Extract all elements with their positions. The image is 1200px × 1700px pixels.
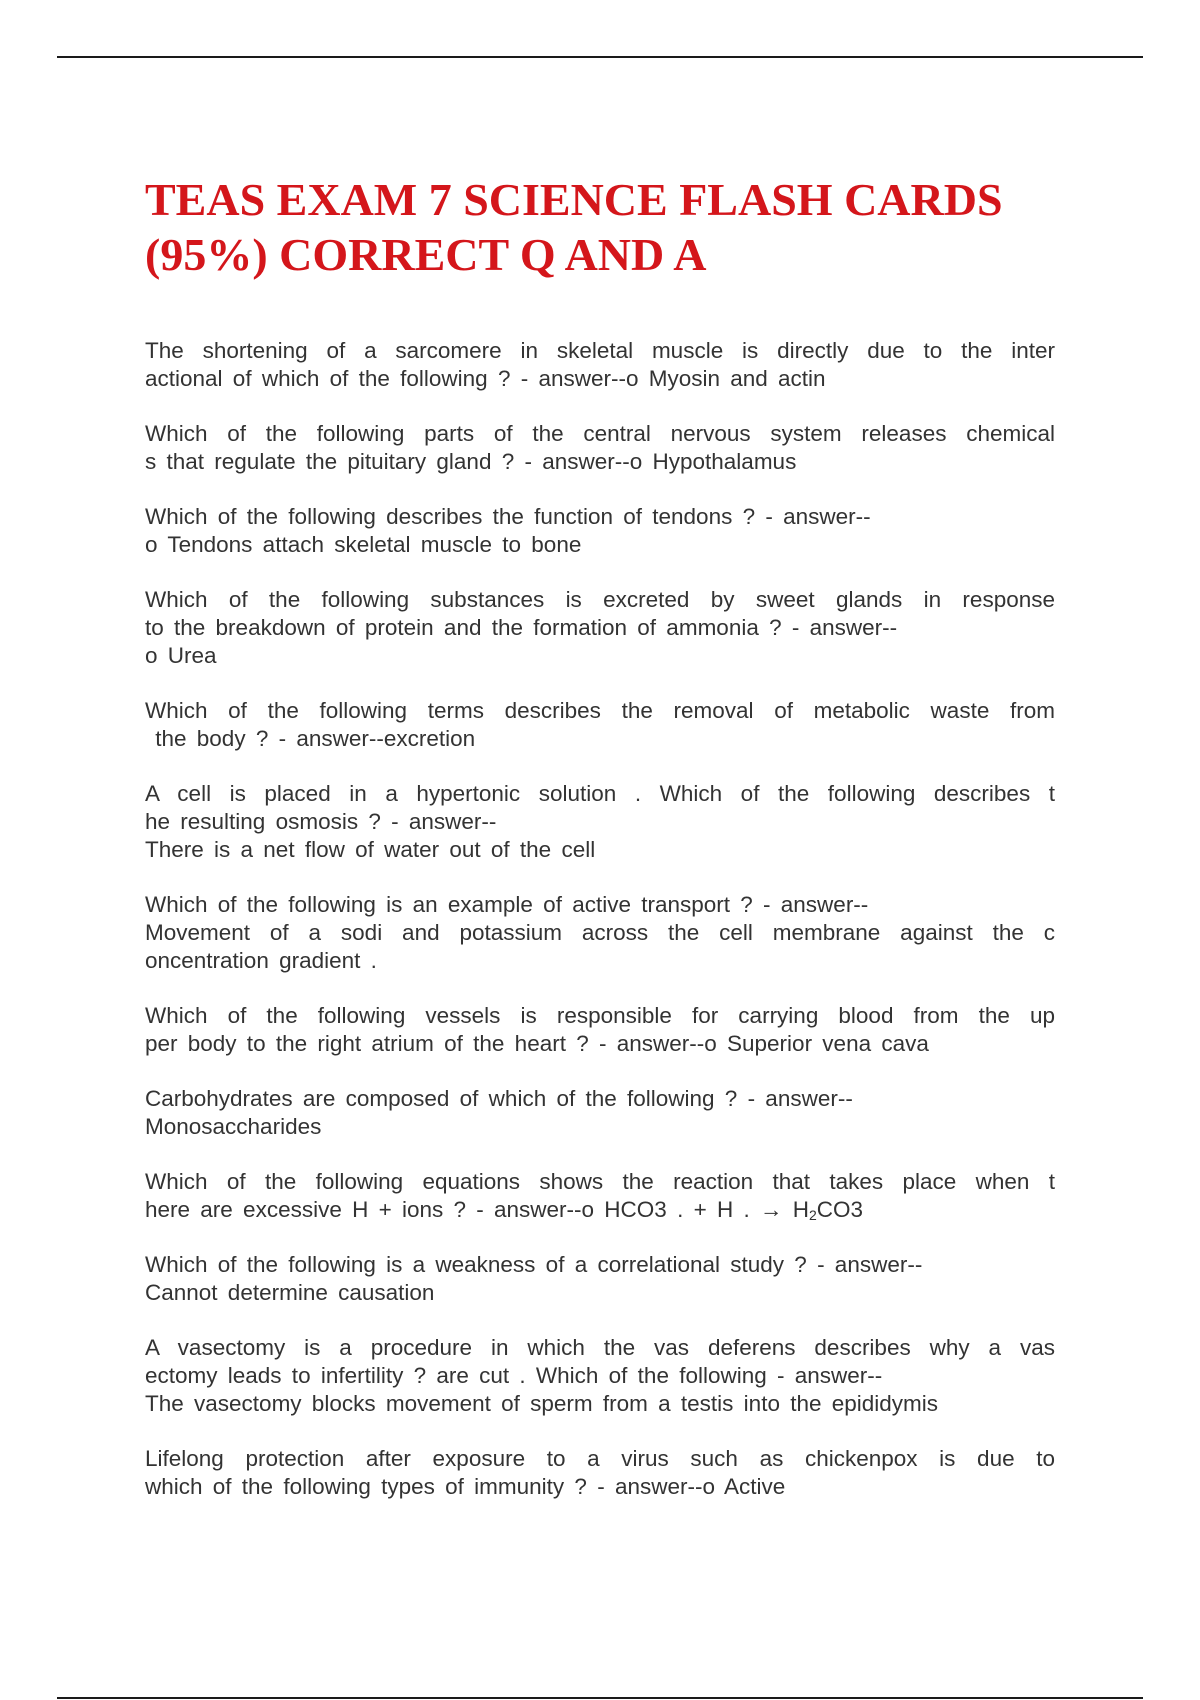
card-line: There is a net flow of water out of the cell	[145, 837, 596, 862]
card-line: Which of the following equations shows the reaction that takes place when t	[145, 1169, 1055, 1194]
card-line: per body to the right atrium of the heart ? - answer--o Superior vena cava	[145, 1031, 929, 1056]
card-line: Which of the following parts of the central nervous system releases chemical	[145, 421, 1055, 446]
card-line: Which of the following substances is excreted by sweet glands in response	[145, 587, 1055, 612]
flashcard	[145, 503, 1055, 559]
card-line: Carbohydrates are composed of which of the following ? - answer--	[145, 1086, 853, 1111]
card-line: actional of which of the following ? - answer--o Myosin and actin	[145, 366, 826, 391]
card-line: oncentration gradient .	[145, 948, 377, 973]
flashcard	[145, 697, 1055, 753]
card-line: he resulting osmosis ? - answer--	[145, 809, 497, 834]
card-line: The vasectomy blocks movement of sperm from a testis into the epididymis	[145, 1391, 939, 1416]
flashcard	[145, 420, 1055, 476]
card-line: Which of the following is an example of active transport ? - answer--	[145, 892, 869, 917]
title-line-1: TEAS EXAM 7 SCIENCE FLASH CARDS	[145, 174, 1003, 225]
flashcard	[145, 891, 1055, 975]
card-line: o Urea	[145, 643, 217, 668]
card-line: the body ? - answer--excretion	[145, 726, 476, 751]
card-line: to the breakdown of protein and the formation of ammonia ? - answer--	[145, 615, 898, 640]
equation-tail: CO3	[816, 1197, 864, 1222]
card-line: Lifelong protection after exposure to a virus such as chickenpox is due to	[145, 1446, 1055, 1471]
flashcard	[145, 586, 1055, 670]
card-line: Which of the following is a weakness of a correlational study ? - answer--	[145, 1252, 923, 1277]
flashcard	[145, 337, 1055, 393]
title-line-2: (95%) CORRECT Q AND A	[145, 229, 707, 280]
subscript: 2	[808, 1207, 817, 1223]
top-rule	[57, 56, 1143, 58]
bottom-rule	[57, 1697, 1143, 1699]
flashcard	[145, 1085, 1055, 1141]
flashcard-list	[145, 337, 1055, 1528]
card-line-equation	[145, 1196, 1055, 1224]
flashcard	[145, 1445, 1055, 1501]
card-line: Monosaccharides	[145, 1114, 322, 1139]
page-title	[145, 172, 1085, 282]
flashcard	[145, 1002, 1055, 1058]
card-line: s that regulate the pituitary gland ? - answer--o Hypothalamus	[145, 449, 797, 474]
card-line: The shortening of a sarcomere in skeletal muscle is directly due to the inter	[145, 338, 1055, 363]
flashcard	[145, 780, 1055, 864]
flashcard	[145, 1168, 1055, 1224]
card-line: Which of the following vessels is responsible for carrying blood from the up	[145, 1003, 1055, 1028]
card-line: Which of the following describes the function of tendons ? - answer--	[145, 504, 871, 529]
card-line: Movement of a sodi and potassium across the cell membrane against the c	[145, 920, 1055, 945]
card-line: A vasectomy is a procedure in which the vas deferens describes why a vas	[145, 1335, 1055, 1360]
card-line: which of the following types of immunity ? - answer--o Active	[145, 1474, 786, 1499]
card-line: A cell is placed in a hypertonic solution . Which of the following describes t	[145, 781, 1055, 806]
flashcard	[145, 1251, 1055, 1307]
flashcard	[145, 1334, 1055, 1418]
card-line: Cannot determine causation	[145, 1280, 435, 1305]
equation-text: here are excessive H + ions ? - answer--o HCO3 . + H . → H	[145, 1197, 809, 1222]
card-line: Which of the following terms describes the removal of metabolic waste from	[145, 698, 1055, 723]
card-line: ectomy leads to infertility ? are cut . Which of the following - answer--	[145, 1363, 883, 1388]
card-line: o Tendons attach skeletal muscle to bone	[145, 532, 582, 557]
